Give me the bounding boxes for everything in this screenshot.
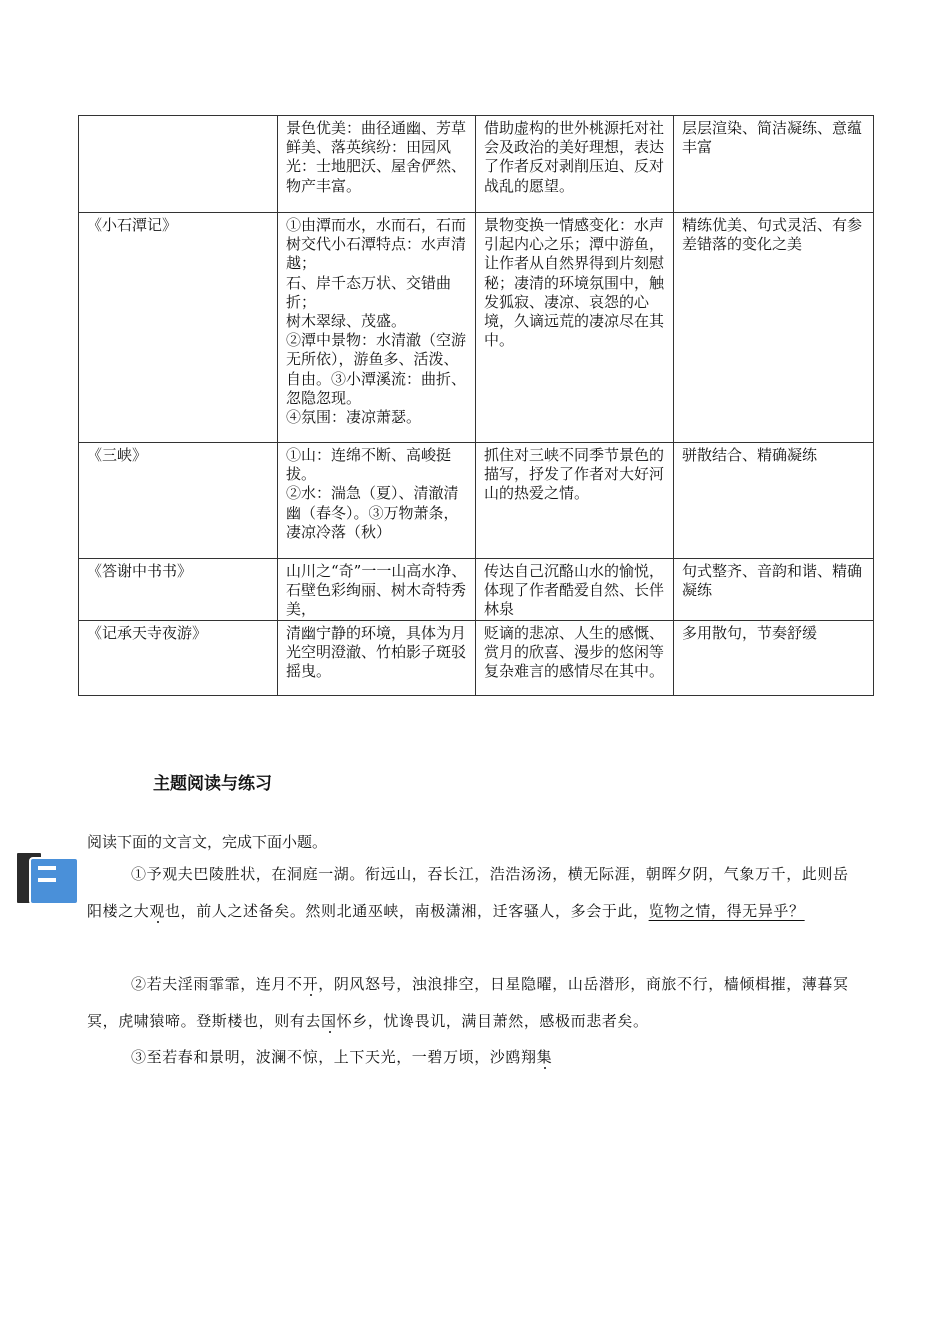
cell-scenery: 清幽宁静的环境，具体为月光空明澄澈、竹柏影子斑驳摇曳。 [278,620,476,695]
emphasized-char: 国 [321,1011,337,1030]
cell-language: 多用散句，节奏舒缓 [674,620,874,695]
cell-scenery: ①由潭而水，水而石，石而树交代小石潭特点：水声清越； 石、岸千态万状、交错曲折； 树木翠绿、茂盛。 ②潭中景物：水清澈（空游无所依），游鱼多、活泼、自由。③小潭溪流：曲折、忽隐忽现。 ④氛围：凄凉萧瑟。 [278,213,476,443]
cell-emotion: 贬谪的悲凉、人生的感慨、赏月的欣喜、漫步的悠闲等复杂难言的感情尽在其中。 [476,620,674,695]
cell-language: 句式整齐、音韵和谐、精确凝练 [674,559,874,621]
cell-title: 《记承天寺夜游》 [79,620,278,695]
cell-title: 《答谢中书书》 [79,559,278,621]
cell-language: 精练优美、句式灵活、有参差错落的变化之美 [674,213,874,443]
book-icon [16,852,80,904]
text: ①予观夫巴陵胜状，在洞庭一湖。衔远山，吞长江，浩浩汤汤，横无际涯，朝晖夕阴，气象万千，此则岳阳楼之大 [87,865,849,920]
text: 也，前人之述备矣。然则北通巫峡，南极潇湘，迁客骚人，多会于此， [165,901,649,920]
cell-emotion: 抓住对三峡不同季节景色的描写，抒发了作者对大好河山的热爱之情。 [476,443,674,559]
passage-paragraph-2 [87,966,862,1039]
cell-title [79,116,278,213]
cell-scenery: ①山：连绵不断、高峻挺拔。 ②水：湍急（夏）、清澈清幽（春冬）。③万物萧条，凄凉冷落（秋） [278,443,476,559]
table-row [79,559,874,621]
table-row [79,213,874,443]
cell-language: 层层渲染、简洁凝练、意蕴丰富 [674,116,874,213]
text: ，阴风怒号，浊浪排空，日星隐曜，山岳潜形，商旅不行，樯倾楫摧，薄暮冥冥，虎啸猿啼。登斯楼也，则有去 [87,975,849,1030]
cell-emotion: 景物变换一情感变化：水声引起内心之乐；潭中游鱼，让作者从自然界得到片刻慰秘；凄清的环境氛围中，触发狐寂、凄凉、哀怨的心境，久谪远荒的凄凉尽在其中。 [476,213,674,443]
passage-paragraph-1 [87,856,862,929]
cell-title: 《三峡》 [79,443,278,559]
emphasized-char: 观 [149,901,166,920]
table-row [79,116,874,213]
table-row [79,443,874,559]
cell-language: 骈散结合、精确凝练 [674,443,874,559]
cell-scenery: 山川之“奇”一一山高水净、石壁色彩绚丽、树木奇特秀美， [278,559,476,621]
passage-paragraph-3 [87,1039,862,1076]
section-heading: 主题阅读与练习 [153,774,272,794]
emphasized-char: 开 [302,975,319,993]
emphasized-char: 集 [536,1048,553,1066]
instruction-text: 阅读下面的文言文，完成下面小题。 [87,833,328,851]
underlined-sentence: 览物之情，得无异乎？ [648,901,805,920]
cell-title: 《小石潭记》 [79,213,278,443]
text: 怀乡，忧谗畏讥，满目萧然，感极而悲者矣。 [336,1011,649,1030]
cell-emotion: 传达自己沉酪山水的愉悦，体现了作者酷爱自然、长伴林泉 [476,559,674,621]
cell-emotion: 借助虚构的世外桃源托对社会及政治的美好理想，表达了作者反对剥削压迫、反对战乱的愿望。 [476,116,674,213]
text: ②若夫淫雨霏霏，连月不 [131,975,303,993]
text: ③至若春和景明，波澜不惊，上下天光，一碧万顷，沙鸥翔 [131,1048,537,1066]
table-row [79,620,874,695]
cell-scenery: 景色优美：曲径通幽、芳草鲜美、落英缤纷：田园风光：士地肥沃、屋舍俨然、物产丰富。 [278,116,476,213]
summary-table [78,115,874,696]
